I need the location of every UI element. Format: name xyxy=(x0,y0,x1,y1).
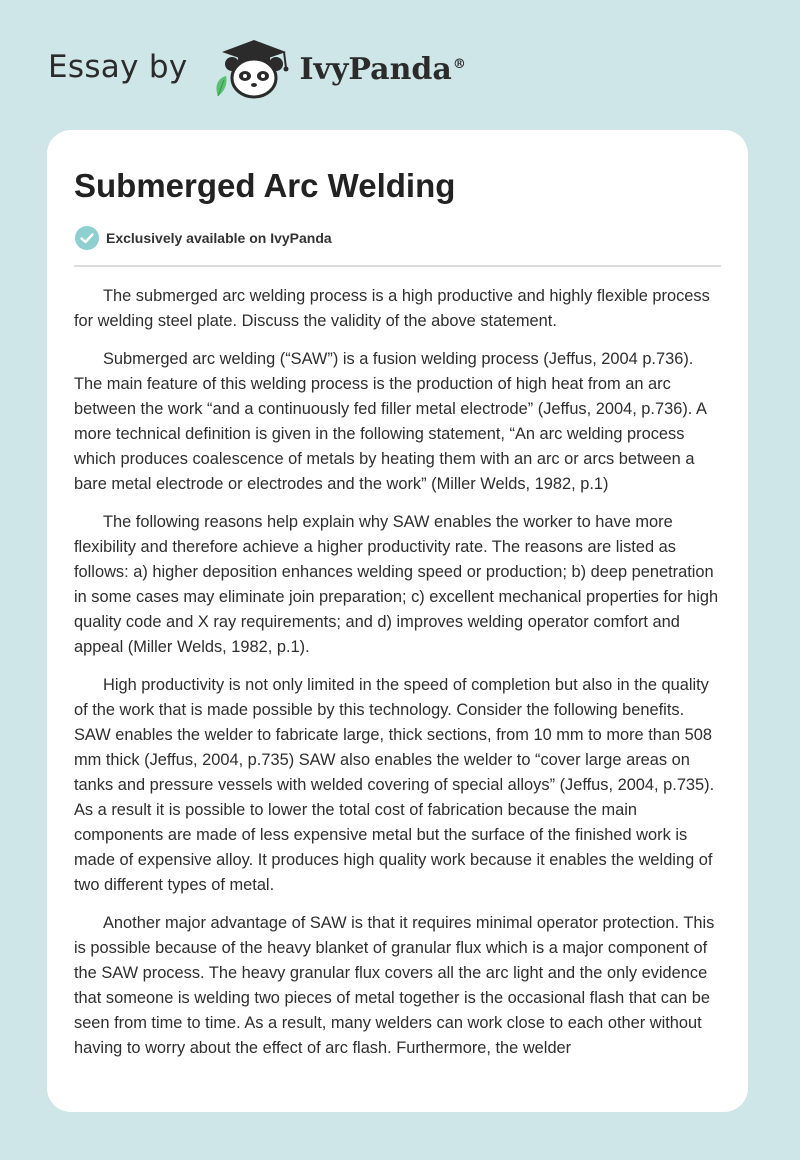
badge-label: Exclusively available on IvyPanda xyxy=(106,230,332,246)
registered-mark: ® xyxy=(452,56,466,72)
paragraph: The following reasons help explain why SAW enables the worker to have more flexibility and therefore achieve a higher productivity rate. The reasons are listed as follows: a) higher deposition enhances welding speed or production; b) deep penetration in some cases may eliminate join preparation; c) excellent mechanical properties for high quality code and X ray requirements; and d) improves welding operator comfort and appeal (Miller Welds, 1982, p.1). xyxy=(74,513,719,656)
essay-by-label: Essay by xyxy=(48,49,188,85)
essay-card xyxy=(47,130,748,1112)
paragraph: Another major advantage of SAW is that it requires minimal operator protection. This is possible because of the heavy blanket of granular flux which is a major component of the SAW process. The heavy granular flux covers all the arc light and the only evidence that someone is welding two pieces of metal together is the occasional flash that can be seen from time to time. As a result, many welders can work close to each other without having to worry about the effect of arc flash. Furthermore, the welder xyxy=(74,914,715,1057)
paragraph: Submerged arc welding (“SAW”) is a fusion welding process (Jeffus, 2004 p.736). The main feature of this welding process is the production of high heat from an arc between the work “and a continuously fed filler metal electrode” (Jeffus, 2004, p.736). A more technical definition is given in the following statement, “An arc welding process which produces coalescence of metals by heating them with an arc or arcs between a bare metal electrode or electrodes and the work” (Miller Welds, 1982, p.1) xyxy=(74,350,707,493)
brand-text: IvyPanda xyxy=(299,51,452,87)
panda-graduate-icon[interactable] xyxy=(204,38,296,100)
page-title: Submerged Arc Welding xyxy=(74,167,456,204)
paragraph: High productivity is not only limited in the speed of completion but also in the quality of the work that is made possible by this technology. Consider the following benefits. SAW enables the welder to fabricate large, thick sections, from 10 mm to more than 508 mm thick (Jeffus, 2004, p.735) SAW also enables the welder to “cover large areas on tanks and pressure vessels with welded covering of special alloys” (Jeffus, 2004, p.735). As a result it is possible to lower the total cost of fabrication because the main components are made of less expensive metal but the surface of the finished work is made of expensive alloy. It produces high quality work because it enables the welding of two different types of metal. xyxy=(74,676,715,894)
exclusive-badge xyxy=(74,224,721,252)
check-circle-icon xyxy=(74,225,100,251)
paragraph: The submerged arc welding process is a high productive and highly flexible process for welding steel plate. Discuss the validity of the above statement. xyxy=(74,287,710,330)
essay-body xyxy=(74,284,721,1061)
site-header xyxy=(48,34,466,104)
divider xyxy=(74,265,721,267)
brand-name[interactable] xyxy=(300,52,466,87)
